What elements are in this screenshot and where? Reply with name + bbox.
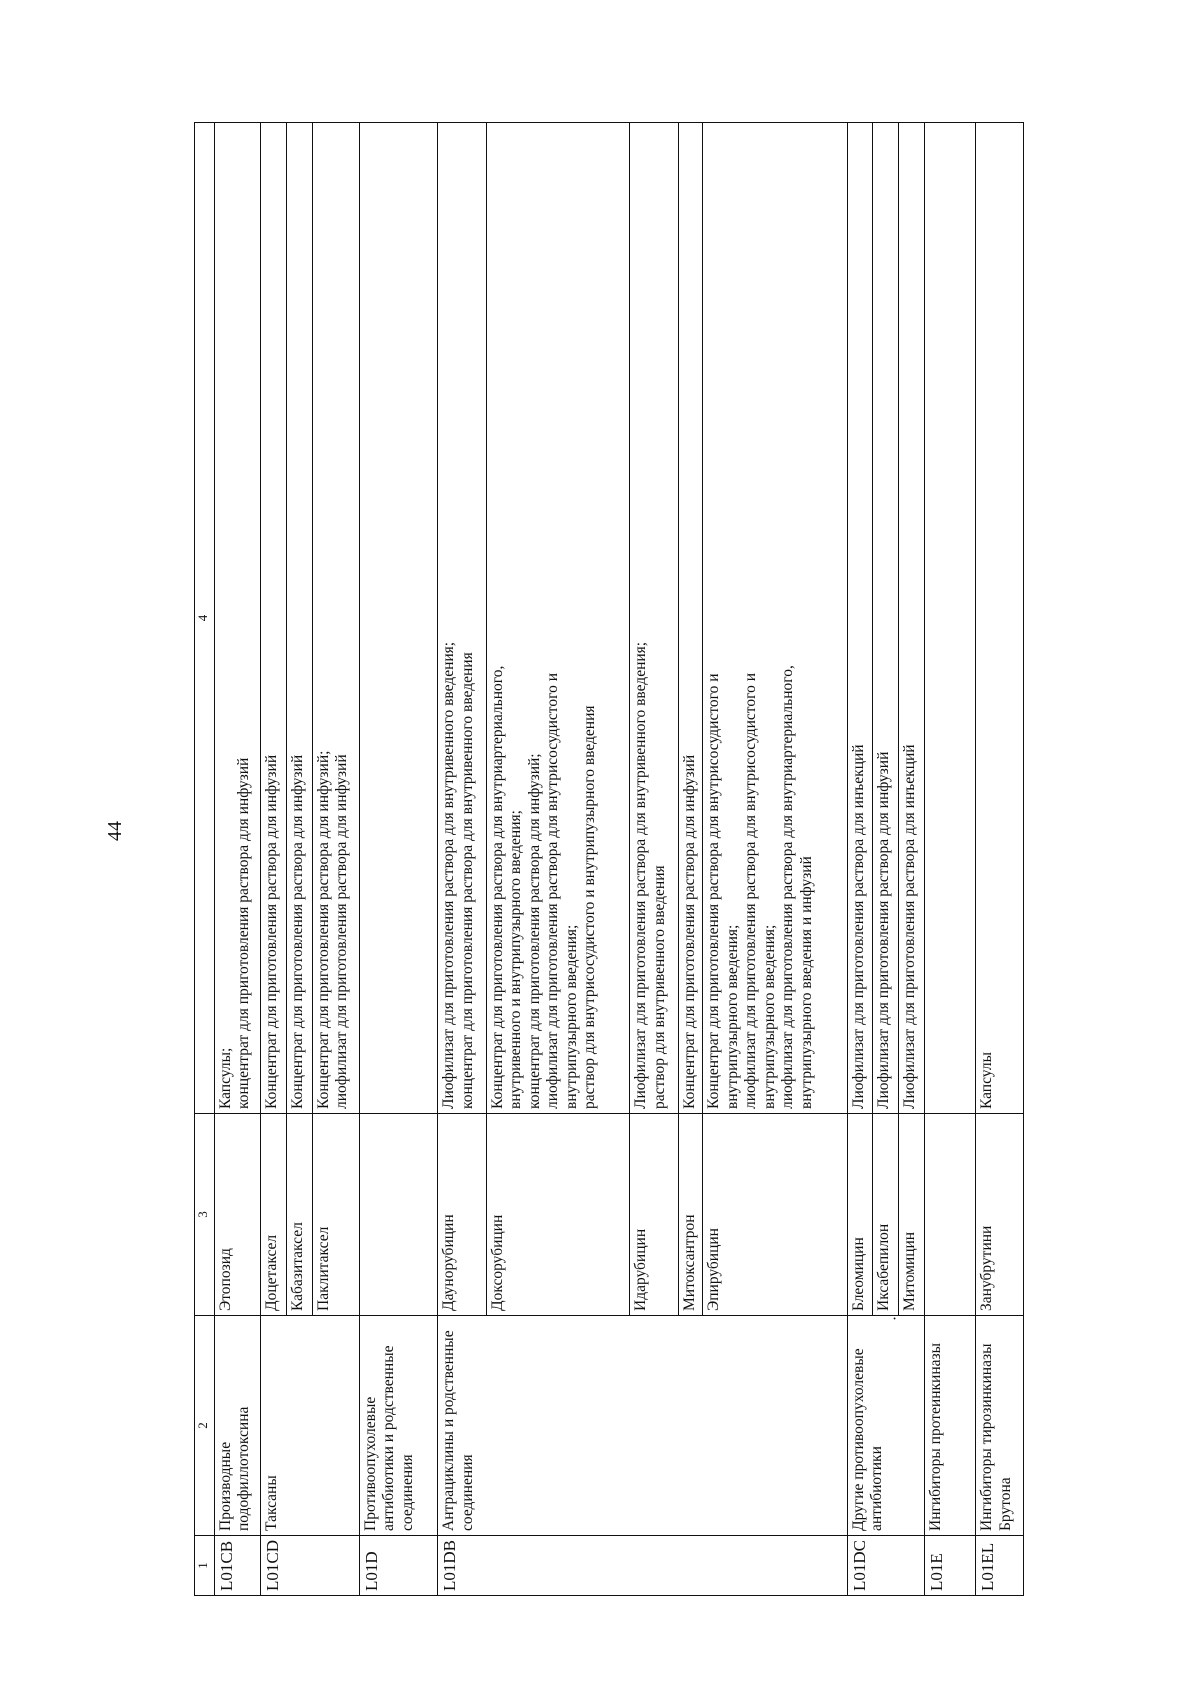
table-row [438,123,486,1596]
dosage-forms [847,123,873,1114]
drug-name: Митомицин [899,1114,925,1316]
dosage-forms [924,123,976,1114]
dosage-forms [438,123,486,1114]
form-line: концентрат для приготовления раствора для инфузий; [525,753,543,1109]
form-line: лиофилизат для приготовления раствора для инфузий [333,754,350,1109]
dosage-forms [976,123,1024,1114]
form-line: раствор для внутрисосудистого и внутрипузырного введения [581,705,599,1109]
dosage-forms [873,123,899,1114]
dosage-forms [214,123,260,1114]
group-name: Ингибиторы тирозинкиназы Брутона [976,1316,1024,1536]
header-cell: 1 [195,1536,215,1596]
dosage-forms [703,123,847,1114]
drug-name: Кабазитаксел [286,1114,312,1316]
form-line: Концентрат для приготовления раствора для внутриартериального, [488,665,506,1109]
form-line: лиофилизат для приготовления раствора для внутрисосудистого и [742,672,760,1109]
stray-mark: · [886,1315,904,1321]
drug-name: Иксабепилон [873,1114,899,1316]
header-cell: 3 [195,1114,215,1316]
dosage-forms [486,123,629,1114]
atc-code: L01DC [847,1536,924,1596]
atc-code: L01D [359,1536,437,1596]
drug-name: Паклитаксел [312,1114,359,1316]
drug-name: Митоксантрон [678,1114,703,1316]
dosage-forms [678,123,703,1114]
group-name [847,1316,924,1536]
drug-name: Доксорубицин [486,1114,629,1316]
dosage-forms [630,123,678,1114]
form-line: внутрипузырного введения; [760,924,778,1109]
form-line: внутривенного и внутрипузырного введения; [507,810,525,1109]
drug-table [194,122,1024,1596]
rotated-table-container [194,123,1024,1596]
form-line: концентрат для приготовления раствора для инфузий [235,757,253,1109]
form-line: Лиофилизат для приготовления раствора для инъекций [901,744,919,1109]
form-line: Концентрат для приготовления раствора для инфузий [262,754,280,1109]
table-row [976,123,1024,1596]
dosage-forms [899,123,925,1114]
table-row [260,123,286,1596]
form-line: лиофилизат для приготовления раствора для внутриартериального, [779,665,797,1109]
dosage-forms [260,123,286,1114]
form-line: внутрипузырного введения; [562,924,580,1109]
table-row [924,123,976,1596]
atc-code: L01CB [214,1536,260,1596]
drug-name: Доцетаксел [260,1114,286,1316]
dosage-forms [359,123,437,1114]
form-line: внутрипузырного введения; [723,924,741,1109]
form-line: раствор для внутривенного введения [650,865,668,1109]
atc-code: L01CD [260,1536,359,1596]
drug-name: Эпирубицин [703,1114,847,1316]
table-row [847,123,873,1596]
form-line: Концентрат для приготовления раствора для инфузий [288,754,306,1109]
drug-name: Этопозид [214,1114,260,1316]
dosage-forms [312,123,359,1114]
form-line: внутрипузырного введения и инфузий [797,856,815,1109]
header-cell: 4 [195,123,215,1114]
form-line: Концентрат для приготовления раствора для инфузий; [314,750,332,1109]
dosage-forms [286,123,312,1114]
drug-name [359,1114,437,1316]
drug-name [924,1114,976,1316]
form-line: Лиофилизат для приготовления раствора для внутривенного введения; [440,641,458,1109]
drug-name: Блеомицин [847,1114,873,1316]
form-line: концентрат для приготовления раствора для внутривенного введения [458,652,476,1109]
group-name-text: Другие противоопухолевые антибиотики [849,1348,886,1531]
atc-code: L01DB [438,1536,847,1596]
form-line: лиофилизат для приготовления раствора для внутрисосудистого и [544,672,562,1109]
form-line: Лиофилизат для приготовления раствора для внутривенного введения; [632,641,650,1109]
group-name: Ингибиторы протеинкиназы [924,1316,976,1536]
group-name: Таксаны [260,1316,359,1536]
table-row [214,123,260,1596]
group-name: Антрациклины и родственные соединения [438,1316,847,1536]
form-line: Капсулы [978,1052,996,1109]
drug-name: Даунорубицин [438,1114,486,1316]
atc-code: L01E [924,1536,976,1596]
drug-name: Занубрутини [976,1114,1024,1316]
header-cell: 2 [195,1316,215,1536]
group-name: Производные подофиллотоксина [214,1316,260,1536]
atc-code: L01EL [976,1536,1024,1596]
page-number: 44 [104,821,126,841]
header-row [195,123,215,1596]
group-name: Противоопухолевые антибиотики и родственные соединения [359,1316,437,1536]
table-row [359,123,437,1596]
form-line: Капсулы; [216,1047,234,1109]
form-line: Концентрат для приготовления раствора для внутрисосудистого и [705,673,723,1109]
form-line: Лиофилизат для приготовления раствора для инъекций [849,744,867,1109]
form-line: Концентрат для приготовления раствора для инфузий [680,754,698,1109]
drug-name: Идарубицин [630,1114,678,1316]
form-line: Лиофилизат для приготовления раствора для инфузий [875,751,893,1109]
